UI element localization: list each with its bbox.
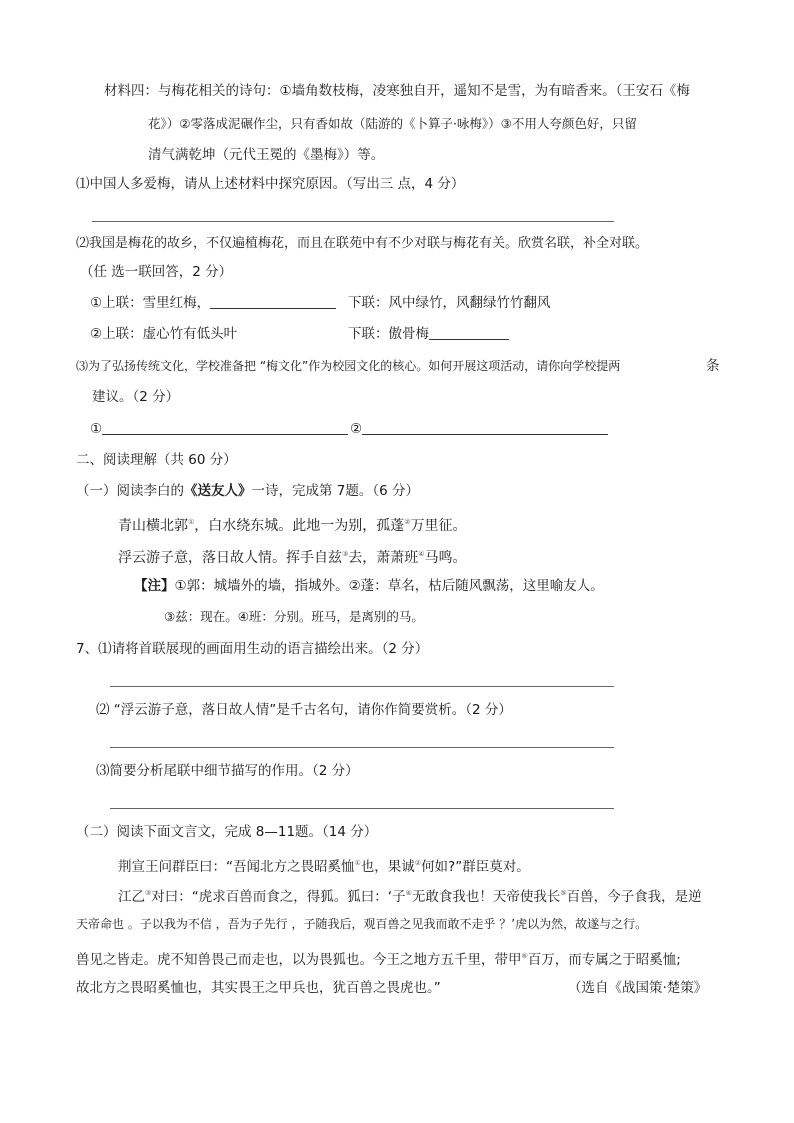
answer-line-q7-2[interactable]	[110, 747, 614, 748]
question-2-line1: ⑵我国是梅花的故乡，不仅遍植梅花，而且在联苑中有不少对联与梅花有关。欣赏名联，补全对联。	[76, 236, 649, 251]
passage-line-4-b: 百万，而专属之于昭奚恤;	[527, 952, 681, 968]
question-1: ⑴中国人多爱梅，请从上述材料中探究原因。（写出三 点，4 分）	[76, 176, 465, 192]
poem-title: 《送友人》	[184, 483, 252, 499]
poem-notes-1	[134, 577, 604, 595]
passage-marker-5: ⑤	[560, 889, 567, 897]
notes-text-1: ①郭：城墙外的墙，指城外。②蓬：草名，枯后随风飘荡，这里喻友人。	[174, 578, 604, 594]
section-2-heading: 二、阅读理解（共 60 分）	[76, 452, 237, 468]
poem-line-2-a: 浮云游子意，落日故人情。挥手自兹	[118, 550, 342, 566]
poem-line-2	[118, 545, 467, 567]
poem-notes-2: ③兹：现在。④班：分别。班马，是离别的马。	[164, 609, 424, 624]
question-7-2: ⑵ “浮云游子意，落日故人情”是千古名句，请你作简要赏析。（2 分）	[96, 702, 512, 718]
question-3-line2: 建议。（2 分）	[92, 389, 180, 405]
couplet2-lower-label: 下联：傲骨梅	[348, 326, 429, 342]
passage-marker-1: ①	[354, 859, 361, 867]
question-7-1: 7、⑴请将首联展现的画面用生动的语言描绘出来。（2 分）	[76, 641, 429, 657]
passage-line-2-a: 江乙	[118, 889, 145, 905]
passage-source: （选自《战国策·楚策》	[568, 980, 708, 996]
suggestion-1	[90, 420, 348, 438]
poem-line-1-b: ，白水绕东城。此地一为别，孤蓬	[194, 518, 405, 534]
suggestion-1-marker: ①	[90, 421, 103, 437]
passage-line-4	[76, 947, 681, 969]
passage-marker-2: ②	[414, 859, 422, 867]
question-2-line2: （任 选一联回答，2 分）	[80, 264, 233, 280]
question-7-3: ⑶简要分析尾联中细节描写的作用。（2 分）	[96, 763, 359, 779]
suggestion-2	[350, 420, 608, 438]
passage-line-1	[118, 854, 530, 876]
poem-line-1	[118, 513, 467, 535]
part-1-heading-post: 一诗，完成第 7题。（6 分）	[251, 483, 420, 499]
couplet1-lower: 下联：风中绿竹，风翻绿竹竹翻风	[348, 295, 551, 311]
passage-marker-4: ④	[405, 889, 412, 897]
passage-line-1-a: 荆宣王问群臣曰：“吾闻北方之畏昭奚恤	[118, 859, 355, 875]
question-3-line1: ⑶为了弘扬传统文化，学校准备把 “梅文化”作为校园文化的核心。如何开展这项活动，请你向学校提两	[76, 359, 621, 373]
passage-line-2-c: 无敢食我也！天帝使我长	[411, 889, 561, 905]
material4-line1: 材料四：与梅花相关的诗句：①墙角数枝梅，凌寒独自开，遥知不是雪，为有暗香来。（王安石《梅	[104, 83, 690, 99]
couplet1-upper-label: ①上联：雪里红梅，	[90, 295, 211, 311]
suggestion-2-blank[interactable]	[362, 420, 608, 435]
passage-line-1-c: 何如?”群臣莫对。	[421, 859, 530, 875]
passage-line-4-a: 兽见之皆走。虎不知兽畏己而走也，以为畏狐也。今王之地方五千里，带甲	[76, 952, 522, 968]
poem-line-2-c: 马鸣。	[424, 550, 467, 566]
poem-line-1-c: 万里征。	[410, 518, 467, 534]
poem-line-2-b: 去，萧萧班	[348, 550, 419, 566]
footnote-marker-2: ②	[404, 518, 411, 526]
suggestion-2-marker: ②	[350, 421, 363, 437]
passage-marker-3: ③	[145, 889, 152, 897]
passage-line-3: 天帝命也 。子以我为不信 ，吾为子先行 ，子随我后，观百兽之见我而敢不走乎 ？’虎以为然，故遂与之行。	[76, 917, 648, 931]
passage-line-2-d: 百兽，今子食我，是逆	[566, 889, 702, 905]
question-3-line1-end: 条	[706, 358, 720, 374]
couplet2-lower	[348, 325, 509, 343]
footnote-marker-1: ①	[188, 518, 195, 526]
notes-label: 【注】	[134, 578, 175, 594]
material4-line2: 花》）②零落成泥碾作尘，只有香如故（陆游的《卜算子·咏梅》）③不用人夸颜色好，只留	[148, 116, 637, 131]
passage-line-1-b: 也，果诚	[360, 859, 415, 875]
couplet1-blank[interactable]	[210, 294, 336, 309]
suggestion-1-blank[interactable]	[102, 420, 348, 435]
part-1-heading-pre: （一）阅读李白的	[76, 483, 184, 499]
couplet1-upper	[90, 294, 336, 312]
poem-line-1-a: 青山横北郭	[118, 518, 188, 534]
answer-line-q1[interactable]	[92, 221, 614, 222]
material4-line3: 清气满乾坤（元代王冕的《墨梅》）等。	[148, 147, 385, 163]
couplet2-upper: ②上联：虚心竹有低头叶	[90, 326, 238, 342]
part-2-heading: （二）阅读下面文言文，完成 8—11题。（14 分）	[76, 824, 378, 840]
footnote-marker-4: ④	[418, 550, 425, 558]
couplet2-blank[interactable]	[429, 325, 509, 340]
passage-line-2	[118, 884, 702, 906]
answer-line-q7-1[interactable]	[110, 686, 614, 687]
part-1-heading	[76, 482, 419, 500]
footnote-marker-3: ③	[342, 550, 349, 558]
passage-line-5: 故北方之畏昭奚恤也，其实畏王之甲兵也，犹百兽之畏虎也。”	[76, 980, 441, 996]
passage-marker-6: ⑥	[521, 952, 528, 960]
answer-line-q7-3[interactable]	[110, 808, 614, 809]
passage-line-2-b: 对曰：“虎求百兽而食之，得狐。狐曰：‘子	[151, 889, 406, 905]
